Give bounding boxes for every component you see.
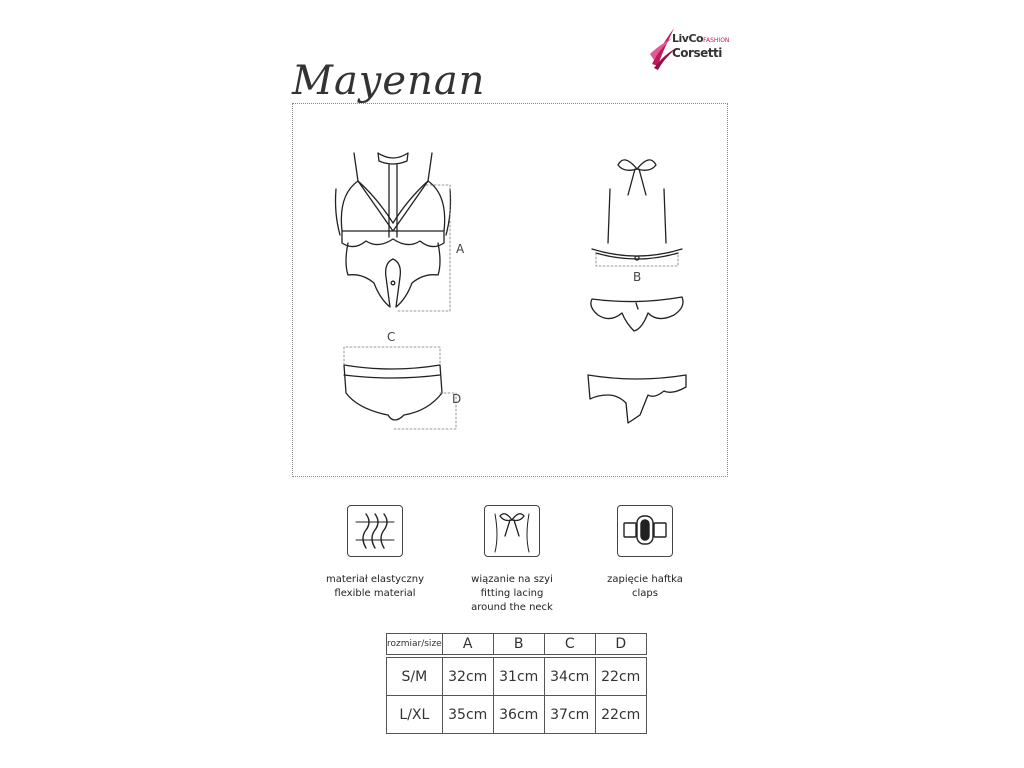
brand-name-line2: Corsetti xyxy=(672,46,722,60)
size-table xyxy=(386,633,647,734)
feature-text-line: around the neck xyxy=(471,602,553,613)
stretch-material-icon xyxy=(347,505,403,557)
table-row xyxy=(387,658,647,696)
product-title: Mayenan xyxy=(292,58,486,104)
feature-text-line: materiał elastyczny xyxy=(325,574,425,585)
feature-text-line: claps xyxy=(632,588,658,599)
feature-elastic-material xyxy=(295,505,455,601)
neck-lacing-icon xyxy=(484,505,540,557)
table-cell: 34cm xyxy=(544,658,595,696)
collar-piece-drawing xyxy=(591,297,683,331)
column-header-a: A xyxy=(442,634,493,655)
bodysuit-front-drawing xyxy=(336,153,451,307)
technical-drawings xyxy=(292,103,728,477)
feature-text-line: flexible material xyxy=(334,588,416,599)
size-column-header: rozmiar/size xyxy=(387,634,443,655)
column-header-c: C xyxy=(544,634,595,655)
brand-logo xyxy=(648,24,768,74)
dimension-a-line xyxy=(396,185,450,311)
size-table-header-row xyxy=(387,634,647,655)
table-cell: 32cm xyxy=(442,658,493,696)
feature-text-line: wiązanie na szyi xyxy=(471,574,553,585)
size-label: L/XL xyxy=(387,696,443,734)
briefs-drawing xyxy=(344,365,442,420)
back-view-drawing xyxy=(592,160,682,260)
table-cell: 35cm xyxy=(442,696,493,734)
column-header-b: B xyxy=(493,634,544,655)
column-header-d: D xyxy=(595,634,646,655)
table-cell: 37cm xyxy=(544,696,595,734)
dimension-c-label: C xyxy=(387,330,396,344)
dimension-a-label: A xyxy=(456,242,465,256)
dimension-d-label: D xyxy=(452,392,462,406)
size-label: S/M xyxy=(387,658,443,696)
table-cell: 22cm xyxy=(595,696,646,734)
table-cell: 36cm xyxy=(493,696,544,734)
hook-clasp-icon xyxy=(617,505,673,557)
table-row xyxy=(387,696,647,734)
belt-piece-drawing xyxy=(588,375,686,423)
brand-name-line1: LivCoFASHION xyxy=(672,32,730,45)
table-cell: 22cm xyxy=(595,658,646,696)
dimension-b-label: B xyxy=(633,270,642,284)
dimension-c-d-lines xyxy=(344,347,456,429)
table-cell: 31cm xyxy=(493,658,544,696)
feature-text-line: fitting lacing xyxy=(480,588,544,599)
feature-text-line: zapięcie haftka xyxy=(607,574,683,585)
feature-hook-clasp xyxy=(565,505,725,601)
